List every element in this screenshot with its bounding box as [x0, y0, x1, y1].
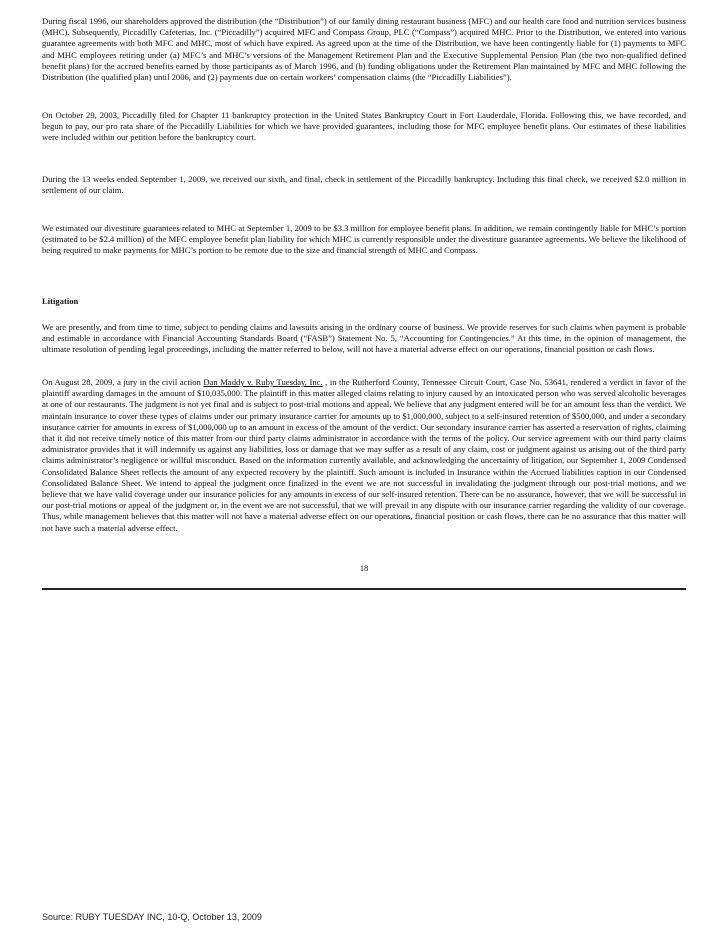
paragraph-jury-verdict: [42, 377, 686, 534]
page-number: 18: [359, 563, 369, 573]
paragraph-piccadilly-bankruptcy: On October 29, 2003, Piccadilly filed for Chapter 11 bankruptcy protection in the United States Bankruptcy Court in Fort Lauderdale, Florida. Following this, we have recorded, and begun to pay, our pro rata share of the Piccadilly Liabilities for which we have provided guarantees, including those for MFC employee benefit plans. Our estimates of these liabilities were included within our petition before the bankruptcy court.: [42, 110, 686, 143]
verdict-text-start: On August 28, 2009, a jury in the civil action: [42, 377, 204, 387]
paragraph-final-check: During the 13 weeks ended September 1, 2009, we received our sixth, and final, check in settlement of the Piccadilly bankruptcy. Including this final check, we received $2.0 million in settlement of our claim.: [42, 174, 686, 196]
paragraph-pending-claims: We are presently, and from time to time, subject to pending claims and lawsuits arising in the ordinary course of business. We provide reserves for such claims when payment is probable and estimable in accordance with Financial Accounting Standards Board (“FASB”) Statement No. 5, “Accounting for Contingencies.” At this time, in the opinion of management, the ultimate resolution of pending legal proceedings, including the matter referred to below, will not have a material adverse effect on our operations, financial position or cash flows.: [42, 322, 686, 355]
source-footer: Source: RUBY TUESDAY INC, 10-Q, October 13, 2009: [42, 912, 262, 922]
verdict-text-rest: , in the Rutherford County, Tennessee Circuit Court, Case No. 53641, rendered a verdict in favor of the plaintiff awarding damages in the amount of $10,035,000. The plaintiff in this matter alleged claims relating to injury caused by an intoxicated person who was served alcoholic beverages at one of our restaurants. The judgment is not yet final and is subject to post-trial motions and appeal. We believe that any judgment entered will be for an amount less than the verdict. We maintain insurance to cover these types of claims under our primary insurance carrier for amounts up to $1,000,000, subject to a self-insured retention of $500,000, and under a secondary insurance carrier for amounts in excess of $1,000,000 up to an amount in excess of the amount of the verdict. Our secondary insurance carrier has asserted a reservation of rights, claiming that it did not receive timely notice of this matter from our third party claims administrator in accordance with the terms of the policy. Our service agreement with our third party claims administrator provides that it will indemnify us against any liabilities, loss or damage that we may suffer as a result of any claim, cost or judgment against us arising out of the third party claims administrator’s negligence or willful misconduct. Based on the information currently available, and acknowledging the uncertainty of litigation, our September 1, 2009 Condensed Consolidated Balance Sheet reflects the amount of any expected recovery by the plaintiff. Such amount is included in Insurance within the Accrued liabilities caption in our Condensed Consolidated Balance Sheet. We intend to appeal the judgment once finalized in the event we are not successful in invalidating the judgment through our post-trial motions, and we believe that we have valid coverage under our insurance policies for any amounts in excess of our self-insured retention. There can be no assurance, however, that we will be successful in our post-trial motions or appeal of the judgment or, in the event we are not successful, that we will prevail in any dispute with our insurance carrier regarding the validity of our coverage. Thus, while management believes that this matter will not have a material adverse effect on our operations, financial position or cash flows, there can be no assurance that this matter will not have such a material adverse effect.: [42, 377, 686, 533]
paragraph-distribution: During fiscal 1996, our shareholders approved the distribution (the “Distribution”) of our family dining restaurant business (MFC) and our health care food and nutrition services business (MHC). Subsequently, Piccadilly Cafeterias, Inc. (“Piccadilly”) acquired MFC and Compass Group, PLC (“Compass”) acquired MHC. Prior to the Distribution, we entered into various guarantee agreements with both MFC and MHC, most of which have expired. As agreed upon at the time of the Distribution, we have been contingently liable for (1) payments to MFC and MHC employees retiring under (a) MFC’s and MHC’s versions of the Management Retirement Plan and the Executive Supplemental Pension Plan (the two non-qualified defined benefit plans) for the accrued benefits earned by those participants as of March 1996, and (b) funding obligations under the Retirement Plan maintained by MFC and MHC following the Distribution (the qualified plan) until 2006, and (2) payments due on certain workers’ compensation claims (the “Piccadilly Liabilities”).: [42, 16, 686, 83]
page-divider: [42, 588, 686, 590]
paragraph-divestiture-guarantees: We estimated our divestiture guarantees related to MHC at September 1, 2009 to be $3.3 million for employee benefit plans. In addition, we remain contingently liable for MHC’s portion (estimated to be $2.4 million) of the MFC employee benefit plan liability for which MHC is currently responsible under the divestiture guarantee agreements. We believe the likelihood of being required to make payments for MHC’s portion to be remote due to the size and financial strength of MHC and Compass.: [42, 223, 686, 256]
case-name: Dan Maddy v. Ruby Tuesday, Inc.: [203, 377, 323, 387]
section-heading-litigation: Litigation: [42, 296, 79, 306]
